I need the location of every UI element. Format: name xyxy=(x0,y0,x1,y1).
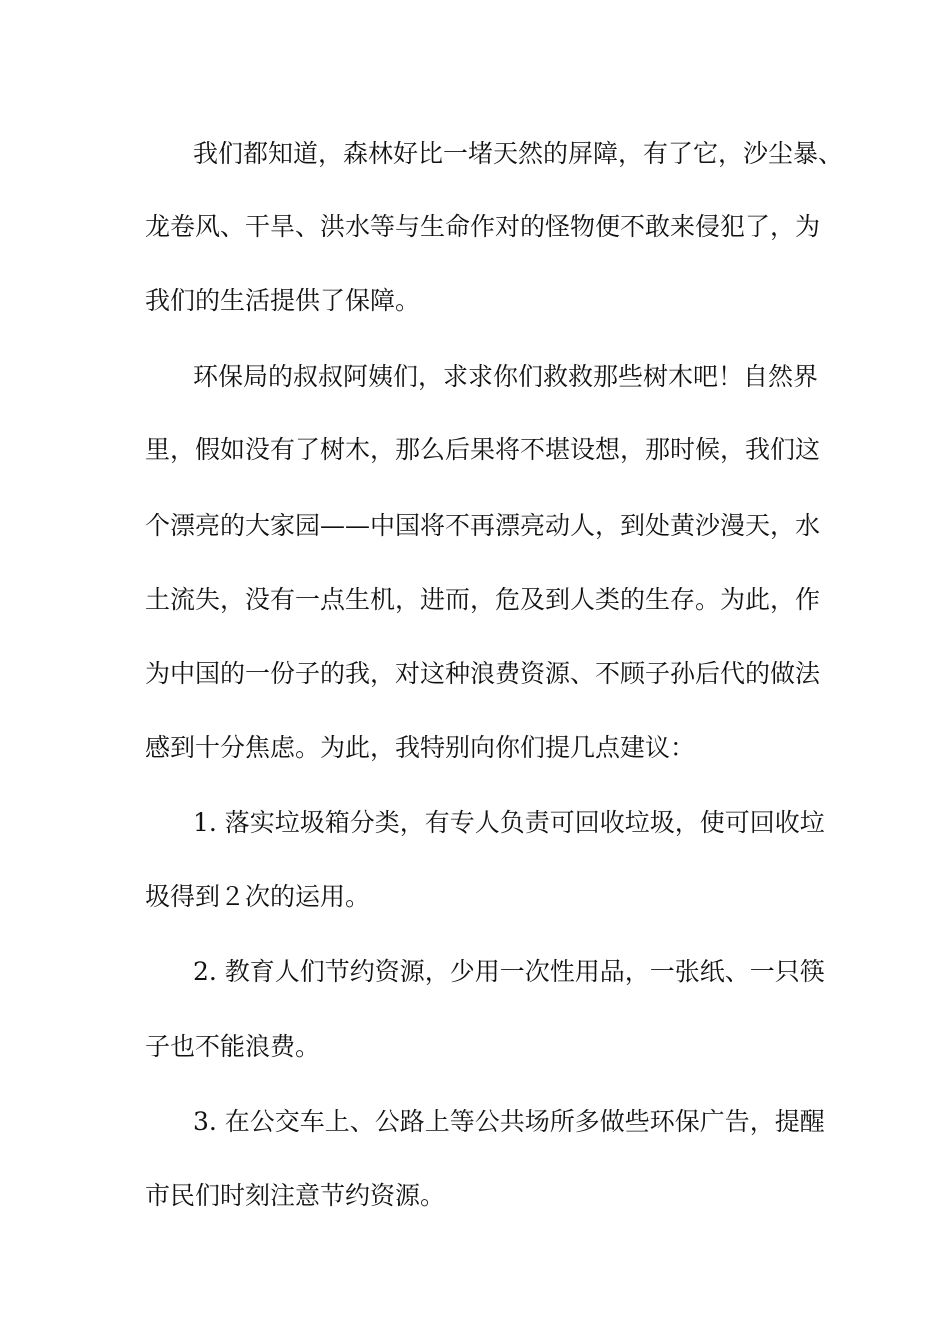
paragraph-2-line-5: 为中国的一份子的我，对这种浪费资源、不顾子孙后代的做法 xyxy=(145,659,821,688)
paragraph-1-line-1: 我们都知道，森林好比一堵天然的屏障，有了它，沙尘暴、 xyxy=(193,139,844,168)
paragraph-1-line-3: 我们的生活提供了保障。 xyxy=(145,286,421,315)
paragraph-2-line-6: 感到十分焦虑。为此，我特别向你们提几点建议： xyxy=(145,733,696,762)
suggestion-2-line-1: 2. 教育人们节约资源，少用一次性用品，一张纸、一只筷 xyxy=(193,957,825,986)
paragraph-2-line-4: 土流失，没有一点生机，进而，危及到人类的生存。为此，作 xyxy=(145,585,821,614)
paragraph-2-line-3: 个漂亮的大家园——中国将不再漂亮动人，到处黄沙漫天，水 xyxy=(145,511,821,540)
suggestion-3-line-1: 3. 在公交车上、公路上等公共场所多做些环保广告，提醒 xyxy=(193,1107,825,1136)
suggestion-3-line-2: 市民们时刻注意节约资源。 xyxy=(145,1181,446,1210)
suggestion-1-line-1: 1. 落实垃圾箱分类，有专人负责可回收垃圾，使可回收垃 xyxy=(193,808,825,837)
paragraph-2-line-1: 环保局的叔叔阿姨们，求求你们救救那些树木吧！自然界 xyxy=(193,362,819,391)
suggestion-1-line-2: 圾得到２次的运用。 xyxy=(145,882,371,911)
paragraph-2-line-2: 里，假如没有了树木，那么后果将不堪设想，那时候，我们这 xyxy=(145,435,821,464)
paragraph-1-line-2: 龙卷风、干旱、洪水等与生命作对的怪物便不敢来侵犯了，为 xyxy=(145,212,821,241)
suggestion-2-line-2: 子也不能浪费。 xyxy=(145,1032,321,1061)
